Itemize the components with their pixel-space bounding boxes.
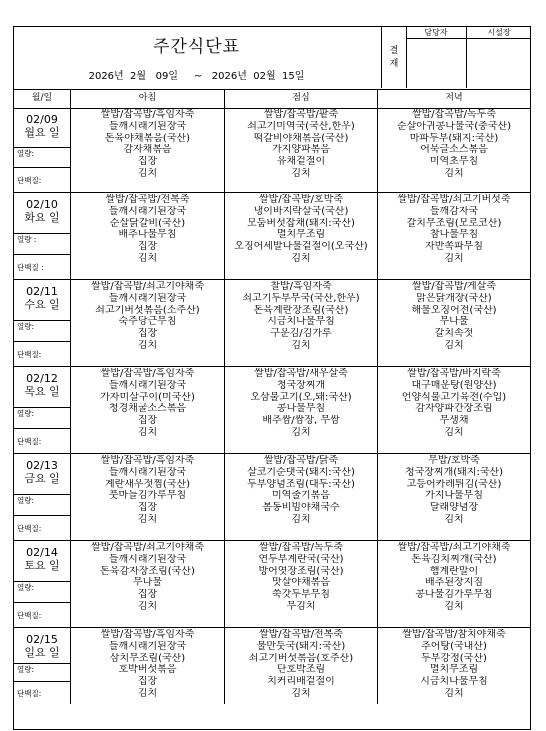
- lunch-menu-item: 무김치: [286, 600, 316, 612]
- weekday-label: 토요 일: [24, 559, 60, 572]
- weekday-label: 화요 일: [24, 211, 60, 224]
- dinner-cell: [378, 280, 530, 366]
- signature-box-director: [467, 27, 531, 88]
- lunch-menu-item: 청국장찌개: [276, 379, 326, 391]
- lunch-menu-item: 쇠고기미역국(국산,한우): [247, 120, 355, 132]
- dinner-menu-item: 들깨감자국: [429, 205, 479, 217]
- breakfast-menu-item: 김치: [137, 513, 158, 525]
- breakfast-menu-item: 집장: [137, 415, 158, 427]
- lunch-menu-item: 김치: [291, 252, 311, 264]
- breakfast-menu-item: 삼치무조림(국산): [109, 652, 186, 664]
- column-header-breakfast: 아침: [71, 89, 225, 108]
- page-title: 주간식단표: [152, 37, 241, 57]
- breakfast-menu-item: 들깨시래기된장국: [108, 379, 187, 391]
- lunch-menu-item: 김치: [291, 339, 311, 351]
- breakfast-menu-item: 돈육야채볶음(국산): [104, 132, 191, 144]
- lunch-menu-item: 김치: [291, 426, 311, 438]
- breakfast-cell: [71, 193, 225, 279]
- protein-label: 단백질:: [14, 515, 70, 541]
- dinner-menu-item: 갈치무조림(모로코산): [406, 217, 502, 229]
- date-label: 02/12: [26, 372, 58, 385]
- breakfast-menu-item: 호박버섯볶음: [118, 664, 177, 676]
- lunch-cell: [225, 541, 378, 627]
- weekly-menu-sheet: [13, 26, 531, 730]
- breakfast-menu-item: 집장: [137, 502, 158, 514]
- lunch-menu-item: 물만둣국(돼지:국산): [256, 640, 346, 652]
- lunch-menu-item: 쌀밥/잡곡밥/새우살죽: [254, 368, 348, 379]
- protein-label: 단백질:: [14, 167, 70, 193]
- signer-label-director: 시설장: [467, 27, 531, 39]
- lunch-menu-item: 시금치나물무침: [267, 316, 335, 328]
- dinner-menu-item: 김치: [444, 600, 464, 612]
- lunch-menu-item: 연두부계란국(국산): [258, 553, 344, 565]
- breakfast-menu-item: 들깨시래기된장국: [108, 205, 187, 217]
- lunch-cell: [225, 367, 378, 453]
- calorie-label: 열량:: [14, 663, 70, 675]
- lunch-menu-item: 오삼불고기(오,돼:국산): [250, 391, 352, 403]
- lunch-menu-item: 맛살야채볶음: [272, 577, 330, 589]
- menu-header: [14, 27, 530, 90]
- breakfast-cell: [71, 108, 225, 192]
- lunch-menu-item: 봄동비빔야채국수: [262, 502, 340, 514]
- date-cell: [14, 454, 71, 540]
- breakfast-menu-item: 돈육감자장조림(국산): [100, 565, 195, 577]
- breakfast-menu-item: 김치: [137, 600, 158, 612]
- breakfast-menu-item: 들깨시래기된장국: [108, 120, 187, 132]
- day-row: [14, 541, 530, 628]
- breakfast-menu-item: 청경채굴소스볶음: [108, 403, 187, 415]
- lunch-menu-item: 쌀밥/잡곡밥/호박죽: [258, 194, 344, 205]
- dinner-menu-item: 햄계란말이: [429, 565, 479, 577]
- dinner-menu-item: 청국장찌개(돼지:국산): [404, 466, 504, 478]
- dinner-menu-item: 두부강정(국산): [421, 652, 487, 664]
- lunch-menu-item: 가지양파볶음: [272, 144, 330, 156]
- date-cell: [14, 628, 71, 704]
- dinner-menu-item: 배추된장지짐: [425, 577, 483, 589]
- dinner-menu-item: 고등어카레튀김(국산): [406, 478, 502, 490]
- lunch-menu-item: 돈육계란장조림(국산): [253, 304, 349, 316]
- dinner-menu-item: 쌀밥/잡곡밥/게살죽: [411, 281, 497, 292]
- lunch-menu-item: 배추쌈/쌈장, 무쌈: [262, 415, 340, 427]
- breakfast-menu-item: 쌀밥/잡곡밥/쇠고기야채죽: [91, 542, 204, 553]
- breakfast-menu-item: 들깨시래기된장국: [108, 553, 187, 565]
- protein-label: 단백질 :: [14, 254, 70, 280]
- lunch-menu-item: 콩나물무침: [276, 403, 326, 415]
- breakfast-menu-item: 배추나물무침: [118, 229, 177, 241]
- calorie-label: 열량:: [14, 147, 70, 159]
- dinner-menu-item: 김치: [444, 513, 464, 525]
- lunch-cell: [225, 628, 378, 704]
- calorie-label: 열량:: [14, 320, 70, 332]
- dinner-cell: [378, 454, 530, 540]
- protein-label: 단백질:: [14, 341, 70, 367]
- lunch-menu-item: 쇠고기두부무국(국산,한우): [242, 292, 360, 304]
- day-row: [14, 280, 530, 367]
- breakfast-menu-item: 집장: [137, 241, 158, 253]
- column-header-row: [14, 89, 530, 109]
- dinner-menu-item: 쌀밥/잡곡밥/쇠고기야채죽: [397, 542, 511, 553]
- breakfast-menu-item: 숙주당근무침: [118, 316, 177, 328]
- lunch-menu-item: 두부양념조림(대두:국산): [247, 478, 355, 490]
- dinner-cell: [378, 628, 530, 704]
- day-row: [14, 193, 530, 280]
- breakfast-menu-item: 쌀밥/잡곡밥/흑임자죽: [100, 109, 195, 120]
- breakfast-menu-item: 들깨시래기된장국: [108, 292, 187, 304]
- weekday-label: 월요 일: [24, 126, 60, 139]
- breakfast-menu-item: 풋마늘김가루무침: [108, 490, 187, 502]
- dinner-menu-item: 쌀밥/잡곡밥/바지락죽: [407, 368, 501, 379]
- lunch-menu-item: 찰밥/흑임자죽: [270, 281, 332, 292]
- dinner-menu-item: 쌀밥/잡곡밥/참치야채죽: [402, 629, 506, 640]
- lunch-menu-item: 쌀밥/잡곡밥/전복죽: [258, 629, 344, 640]
- dinner-menu-item: 참나물무침: [429, 229, 479, 241]
- day-row: [14, 367, 530, 454]
- dinner-menu-item: 김치: [444, 687, 464, 699]
- date-label: 02/15: [26, 633, 58, 646]
- lunch-menu-item: 치커리배겉절이: [267, 676, 335, 688]
- calorie-label: 열량 :: [14, 233, 70, 245]
- breakfast-menu-item: 들깨시래기된장국: [108, 640, 187, 652]
- breakfast-menu-item: 쇠고기버섯볶음(소주산): [95, 304, 200, 316]
- dinner-menu-item: 미역초무침: [429, 156, 479, 168]
- lunch-menu-item: 살코기순댓국(돼지:국산): [247, 466, 355, 478]
- lunch-menu-item: 쑥갓두부무침: [272, 589, 330, 601]
- approval-label-bottom: 재: [389, 58, 399, 69]
- signer-label-manager: 담당자: [406, 27, 466, 39]
- lunch-menu-item: 단호박조림: [276, 664, 326, 676]
- date-label: 02/10: [26, 198, 58, 211]
- lunch-menu-item: 방어엿장조림(국산): [258, 565, 344, 577]
- date-label: 02/09: [26, 113, 58, 126]
- dinner-menu-item: 자반쪽파무침: [425, 241, 483, 253]
- dinner-menu-item: 김치: [444, 426, 464, 438]
- dinner-menu-item: 시금치나물무침: [420, 676, 488, 688]
- lunch-menu-item: 구운김/김가루: [270, 328, 332, 340]
- date-label: 02/14: [26, 546, 58, 559]
- breakfast-menu-item: 쌀밥/잡곡밥/흑임자죽: [100, 629, 195, 640]
- lunch-cell: [225, 193, 378, 279]
- lunch-menu-item: 오징어세발나물겉절이(오국산): [234, 241, 368, 253]
- dinner-menu-item: 김치: [444, 252, 464, 264]
- weekday-label: 목요 일: [24, 385, 60, 398]
- column-header-lunch: 점심: [225, 89, 378, 108]
- lunch-cell: [225, 280, 378, 366]
- protein-label: 단백질:: [14, 681, 70, 704]
- dinner-menu-item: 돈육김치찌개(국산): [411, 553, 497, 565]
- column-header-dinner: 저녁: [445, 93, 463, 103]
- breakfast-cell: [71, 454, 225, 540]
- dinner-menu-item: 추어탕(국내산): [421, 640, 487, 652]
- breakfast-menu-item: 무나물: [133, 577, 162, 589]
- weekday-label: 일요 일: [24, 646, 60, 659]
- protein-label: 단백질:: [14, 602, 70, 628]
- date-cell: [14, 108, 71, 192]
- dinner-menu-item: 언양식불고기육전(수입): [401, 391, 507, 403]
- weekday-label: 수요 일: [24, 298, 60, 311]
- lunch-menu-item: 유채겉절이: [276, 156, 326, 168]
- lunch-cell: [225, 108, 378, 192]
- column-header-date: 월/일: [14, 89, 71, 108]
- breakfast-cell: [71, 541, 225, 627]
- menu-period: 2026년 2월 09일 ~ 2026년 02월 15일: [88, 71, 305, 82]
- dinner-menu-item: 멸치무조림: [429, 664, 479, 676]
- lunch-cell: [225, 454, 378, 540]
- date-cell: [14, 193, 71, 279]
- dinner-menu-item: 쌀밥/잡곡밥/쇠고기버섯죽: [397, 194, 511, 205]
- lunch-menu-item: 쌀밥/잡곡밥/녹두죽: [258, 542, 344, 553]
- lunch-menu-item: 쌀밥/잡곡밥/팥죽: [263, 109, 339, 120]
- calorie-label: 열량:: [14, 407, 70, 419]
- breakfast-menu-item: 순살닭갈비(국산): [109, 217, 186, 229]
- breakfast-menu-item: 김치: [137, 252, 158, 264]
- breakfast-cell: [71, 628, 225, 704]
- dinner-menu-item: 콩나물김가루무침: [415, 589, 493, 601]
- breakfast-menu-item: 김치: [137, 167, 158, 179]
- breakfast-menu-item: 집장: [137, 156, 158, 168]
- dinner-menu-item: 쌀밥/잡곡밥/녹두죽: [411, 109, 497, 120]
- dinner-menu-item: 해물오징어전(국산): [411, 304, 497, 316]
- breakfast-menu-item: 계란새우젓찜(국산): [104, 478, 191, 490]
- calorie-label: 열량:: [14, 581, 70, 593]
- breakfast-cell: [71, 280, 225, 366]
- lunch-menu-item: 멸치무조림: [276, 229, 326, 241]
- dinner-menu-item: 순살아귀콩나물국(중국산): [396, 120, 512, 132]
- dinner-menu-item: 감자양파간장조림: [415, 403, 493, 415]
- dinner-menu-item: 마파두부(돼지:국산): [409, 132, 499, 144]
- dinner-cell: [378, 541, 530, 627]
- breakfast-menu-item: 김치: [137, 687, 158, 699]
- dinner-menu-item: 무나물: [439, 316, 469, 328]
- protein-label: 단백질:: [14, 428, 70, 454]
- breakfast-menu-item: 김치: [137, 339, 158, 351]
- date-cell: [14, 541, 71, 627]
- dinner-cell: [378, 367, 530, 453]
- lunch-menu-item: 김치: [291, 513, 311, 525]
- dinner-cell: [378, 193, 530, 279]
- day-row: [14, 108, 530, 193]
- lunch-menu-item: 떡갈비야채볶음(국산): [253, 132, 349, 144]
- dinner-menu-item: 맑은닭개장(국산): [416, 292, 492, 304]
- signature-box-manager: [406, 27, 467, 88]
- date-cell: [14, 367, 71, 453]
- dinner-menu-item: 김치: [444, 167, 464, 179]
- calorie-label: 열량:: [14, 494, 70, 506]
- dinner-menu-item: 달래양념장: [429, 502, 479, 514]
- approval-label-top: 결: [389, 45, 399, 56]
- date-cell: [14, 280, 71, 366]
- lunch-menu-item: 쌀밥/잡곡밥/닭죽: [263, 455, 339, 466]
- approval-label: [381, 27, 407, 88]
- date-label: 02/11: [26, 285, 58, 298]
- breakfast-menu-item: 쌀밥/잡곡밥/흑임자죽: [100, 368, 195, 379]
- lunch-menu-item: 냉이바지락살국(국산): [253, 205, 349, 217]
- dinner-cell: [378, 108, 530, 192]
- lunch-menu-item: 모둠버섯잡채(돼지:국산): [247, 217, 355, 229]
- dinner-menu-item: 무밥/호박죽: [428, 455, 480, 466]
- breakfast-cell: [71, 367, 225, 453]
- date-label: 02/13: [26, 459, 58, 472]
- lunch-menu-item: 미역줄기볶음: [272, 490, 330, 502]
- weekday-label: 금요 일: [24, 472, 60, 485]
- breakfast-menu-item: 김치: [137, 426, 158, 438]
- breakfast-menu-item: 집장: [137, 589, 158, 601]
- breakfast-menu-item: 가자미살구이(미국산): [100, 391, 195, 403]
- lunch-menu-item: 김치: [291, 687, 311, 699]
- dinner-menu-item: 갈치속젓: [434, 328, 474, 340]
- breakfast-menu-item: 쌀밥/잡곡밥/전복죽: [105, 194, 190, 205]
- breakfast-menu-item: 집장: [137, 328, 158, 340]
- breakfast-menu-item: 감자채볶음: [123, 144, 172, 156]
- dinner-menu-item: 가지나물무침: [425, 490, 483, 502]
- lunch-menu-item: 쇠고기버섯볶음(호주산): [248, 652, 354, 664]
- breakfast-menu-item: 쌀밥/잡곡밥/쇠고기야채죽: [91, 281, 204, 292]
- day-row: [14, 454, 530, 541]
- dinner-menu-item: 어묵글소스볶음: [420, 144, 488, 156]
- breakfast-menu-item: 집장: [137, 676, 158, 688]
- breakfast-menu-item: 들깨시래기된장국: [108, 466, 187, 478]
- lunch-menu-item: 김치: [291, 167, 311, 179]
- dinner-menu-item: 무생채: [439, 415, 469, 427]
- dinner-menu-item: 대구매운탕(원양산): [411, 379, 497, 391]
- breakfast-menu-item: 쌀밥/잡곡밥/흑임자죽: [100, 455, 195, 466]
- dinner-menu-item: 김치: [444, 339, 464, 351]
- day-row: [14, 628, 530, 704]
